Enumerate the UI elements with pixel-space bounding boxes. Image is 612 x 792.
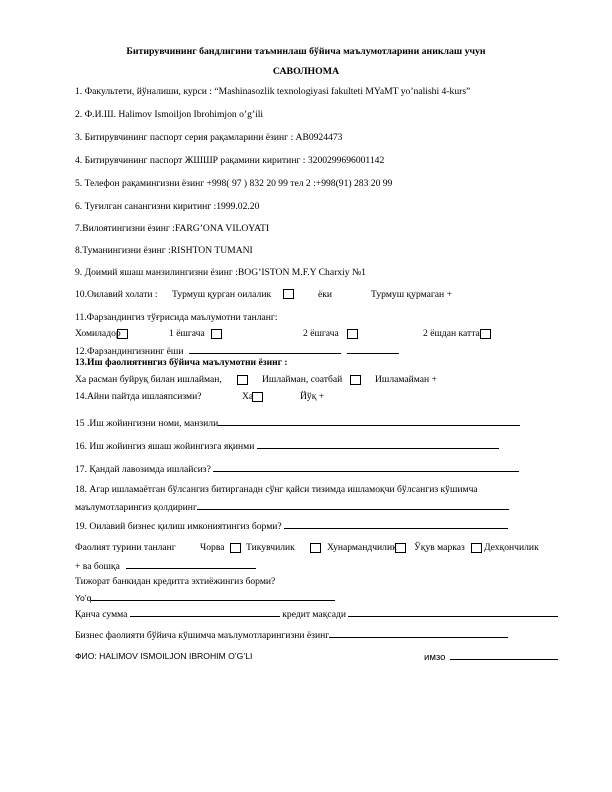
q2-fullname: 2. Ф.И.Ш. Halimov Ismoiljon Ibrohimjon o’g’ili bbox=[75, 109, 264, 120]
footer-fullname: ФИО: HALIMOV ISMOILJON IBROHIM O’G’LI bbox=[75, 651, 253, 661]
q13-option-hourly: Ишлайман, соатбай bbox=[262, 374, 343, 385]
q11-option-under1: 1 ёшгача bbox=[169, 328, 205, 339]
q19-family-business bbox=[75, 519, 508, 533]
q10-or-label: ёки bbox=[318, 289, 333, 300]
business-info-label: Бизнес фаолияти бўйича кўшимча маълумотларингизни ёзинг bbox=[75, 630, 330, 641]
purpose-field[interactable] bbox=[348, 607, 558, 617]
q19-answer-field[interactable] bbox=[284, 519, 508, 529]
q17-position bbox=[75, 462, 519, 476]
credit-answer-row bbox=[75, 591, 335, 604]
q13-hourly-checkbox[interactable] bbox=[350, 375, 361, 385]
credit-answer-field[interactable] bbox=[91, 591, 335, 601]
q18-future-plan: 18. Агар ишламаётган бўлсангиз битирганадн сўнг қайси тизимда ишламоқчи бўлсангиз кўшимча bbox=[75, 484, 478, 495]
form-title: Битирувчининг бандлигини таъминлаш бўйича маълумотларини аниклаш учун bbox=[126, 46, 486, 57]
activity-other-label: + ва бошқа bbox=[75, 561, 120, 572]
q6-birth-date: 6. Туғилган санангизни киритинг :1999.02.20 bbox=[75, 201, 260, 212]
q18-answer-field[interactable] bbox=[197, 500, 509, 510]
q14-option-no: Йўқ + bbox=[300, 391, 325, 402]
q7-region: 7.Вилоятингизни ёзинг :FARG’ONA VILOYATI bbox=[75, 223, 270, 234]
amount-field[interactable] bbox=[130, 607, 280, 617]
q11-option-pregnant: Хомиладор bbox=[75, 328, 121, 339]
q17-answer-field[interactable] bbox=[213, 462, 519, 472]
q15-label: 15 .Иш жойингизни номи, манзили bbox=[75, 418, 219, 429]
q12-label: 12.Фарзандингизнинг ёши bbox=[75, 346, 184, 357]
q16-answer-field[interactable] bbox=[257, 439, 499, 449]
activity-option-sewing: Тикувчилик bbox=[246, 542, 295, 553]
activity-sewing-checkbox[interactable] bbox=[310, 543, 321, 553]
q19-label: 19. Оилавий бизнес қилиш имкониятингиз борми? bbox=[75, 521, 282, 532]
q11-option-under2: 2 ёшгача bbox=[303, 328, 339, 339]
q11-option-over2: 2 ёшдан катта bbox=[423, 328, 480, 339]
q15-answer-field[interactable] bbox=[218, 416, 520, 426]
q11-label: 11.Фарзандингиз тўғрисида маълумотни танланг: bbox=[75, 312, 278, 323]
q18-continuation bbox=[75, 500, 509, 514]
q17-label: 17. Қандай лавозимда ишлайсиз? bbox=[75, 464, 211, 475]
q12-age-field-2[interactable] bbox=[347, 344, 399, 354]
q13-option-official: Ха расман буйруқ билан ишлайман, bbox=[75, 374, 222, 385]
q10-married-checkbox[interactable] bbox=[283, 289, 294, 299]
activity-livestock-checkbox[interactable] bbox=[230, 543, 241, 553]
activity-training-center-checkbox[interactable] bbox=[471, 543, 482, 553]
q12-age-field[interactable] bbox=[189, 344, 341, 354]
q1-faculty: 1. Факультети, йўналиши, курси : “Mashinasozlik texnologiyasi fakulteti MYaMT yo’nalishi 4-kurs” bbox=[75, 86, 471, 97]
activity-label: Фаолият турини танланг bbox=[75, 542, 176, 553]
business-info-field[interactable] bbox=[329, 628, 508, 638]
form-subtitle: САВОЛНОМА bbox=[272, 66, 340, 77]
credit-question: Тижорат банкидан кредитга эхтиёжингиз борми? bbox=[75, 576, 276, 587]
q8-district: 8.Туманингизни ёзинг :RISHTON TUMANI bbox=[75, 245, 253, 256]
footer-signature bbox=[424, 650, 558, 664]
q4-passport-jshshr: 4. Битирувчининг паспорт ЖШШР рақамини киритинг : 3200299696001142 bbox=[75, 155, 385, 166]
q5-phone: 5. Телефон рақамингизни ёзинг +998( 97 ) 832 20 99 тел 2 :+998(91) 283 20 99 bbox=[75, 178, 393, 189]
q3-passport-series: 3. Битирувчининг паспорт серия рақамларини ёзинг : AB0924473 bbox=[75, 132, 343, 143]
q11-under2-checkbox[interactable] bbox=[347, 329, 358, 339]
q11-over2-checkbox[interactable] bbox=[480, 329, 491, 339]
q18-label: маълумотларингиз қолдиринг bbox=[75, 502, 197, 513]
q10-option-married: Турмуш қурган оилалик bbox=[172, 289, 272, 300]
business-info-row bbox=[75, 628, 508, 642]
q14-yes-checkbox[interactable] bbox=[252, 392, 263, 402]
q14-label: 14.Айни пайтда ишлаяпсизми? bbox=[75, 391, 202, 402]
signature-label: имзо bbox=[424, 652, 446, 663]
activity-other bbox=[75, 559, 256, 573]
q15-workplace bbox=[75, 416, 520, 430]
credit-amount-row bbox=[75, 607, 558, 621]
q9-address: 9. Доимий яшаш манзилингизни ёзинг :BOG’ISTON M.F.Y Charxiy №1 bbox=[75, 267, 366, 278]
q10-option-single: Турмуш қурмаган + bbox=[371, 289, 452, 300]
q13-official-checkbox[interactable] bbox=[237, 375, 248, 385]
activity-option-crafts: Хунармандчилик bbox=[327, 542, 397, 553]
q16-distance bbox=[75, 439, 499, 453]
q13-option-unemployed: Ишламайман + bbox=[375, 374, 437, 385]
signature-field[interactable] bbox=[450, 650, 558, 660]
q10-label: 10.Оилавий холати : bbox=[75, 289, 158, 300]
q12-child-age bbox=[75, 344, 399, 358]
q16-label: 16. Иш жойингиз яшаш жойингизга яқинми bbox=[75, 441, 255, 452]
activity-other-field[interactable] bbox=[126, 559, 256, 569]
q13-label: 13.Иш фаолиятингиз бўйича маълумотни ёзинг : bbox=[75, 357, 288, 368]
activity-option-livestock: Чорва bbox=[200, 542, 225, 553]
activity-option-farming: Дехқончилик bbox=[484, 542, 539, 553]
q11-under1-checkbox[interactable] bbox=[211, 329, 222, 339]
q14-option-yes: Ха bbox=[242, 391, 254, 402]
activity-crafts-checkbox[interactable] bbox=[395, 543, 406, 553]
activity-option-training-center: Ўқув марказ bbox=[414, 542, 465, 553]
amount-label: Қанча сумма bbox=[75, 609, 128, 620]
credit-answer: Yo’q bbox=[75, 593, 92, 603]
q11-pregnant-checkbox[interactable] bbox=[117, 329, 128, 339]
purpose-label: кредит мақсади bbox=[282, 609, 347, 620]
